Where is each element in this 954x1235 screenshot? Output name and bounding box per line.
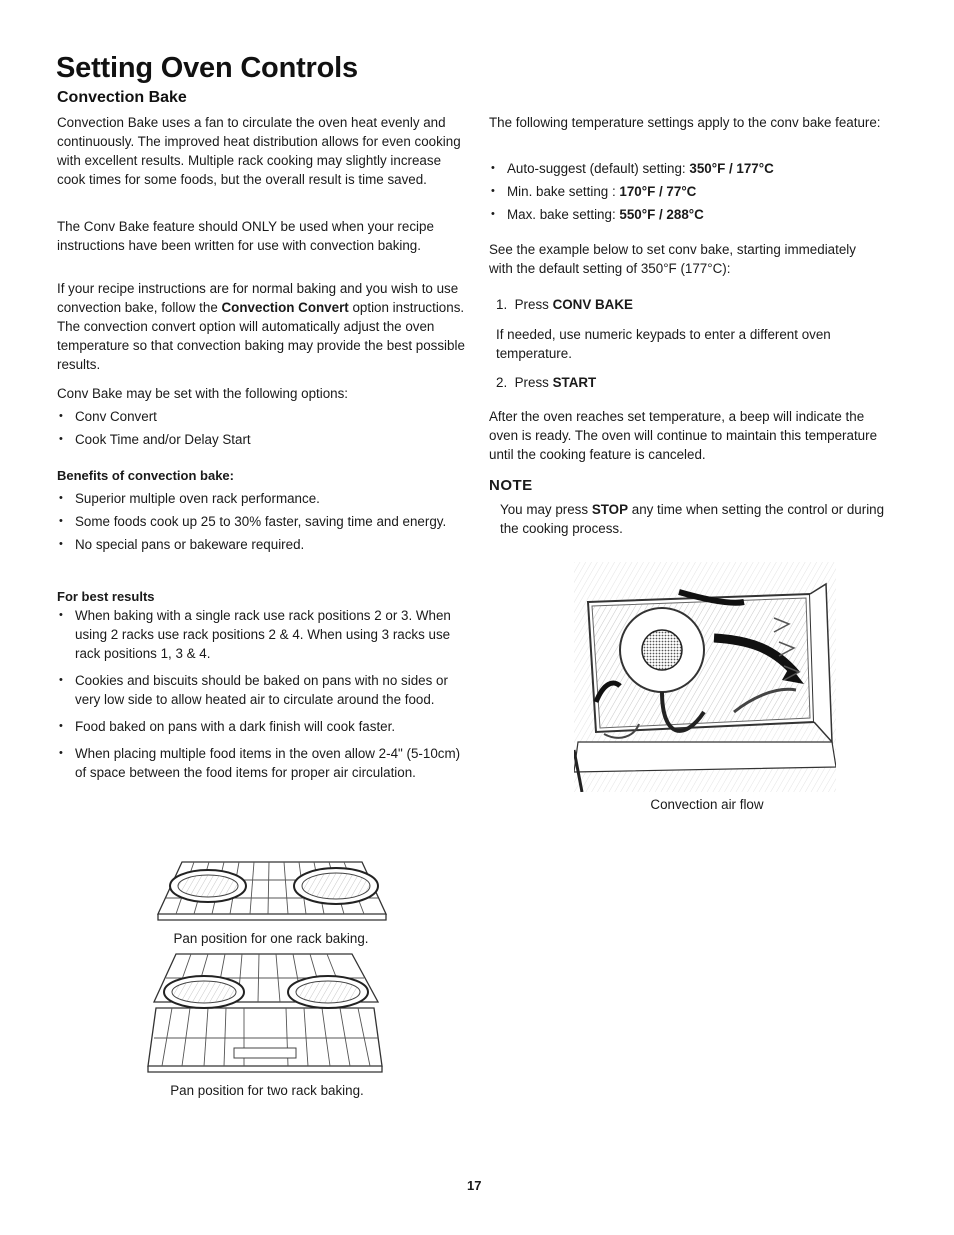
setting-value: 550°F / 288°C xyxy=(619,207,704,222)
best-results-list xyxy=(57,606,472,782)
stop-key: STOP xyxy=(591,502,629,517)
text-run: any time when setting the control or during the cooking process. xyxy=(500,502,885,536)
best-results-heading: For best results xyxy=(57,589,155,604)
setting-min-bake xyxy=(489,182,894,201)
paragraph-text: See the example below to set conv bake, starting immediately with the default setting of 350°F (177°C): xyxy=(489,242,856,276)
convection-convert-paragraph xyxy=(57,279,472,374)
conv-bake-only-paragraph xyxy=(57,217,472,255)
paragraph-text: If needed, use numeric keypads to enter a different oven temperature. xyxy=(496,327,831,361)
list-item: • Cook Time and/or Delay Start xyxy=(57,430,472,449)
paragraph-text: After the oven reaches set temperature, a beep will indicate the oven is ready. The oven will continue to maintain this temperature until the cooking feature is canceled. xyxy=(489,409,878,462)
list-item: • When baking with a single rack use rack positions 2 or 3. When using 2 racks use rack positions 2 & 4. When using 3 racks use rack positions 1, 3 & 4. xyxy=(57,606,472,663)
setting-max-bake xyxy=(489,205,894,224)
convection-convert-term: Convection Convert xyxy=(221,300,349,315)
paragraph-text: The following temperature settings apply to the conv bake feature: xyxy=(489,115,881,130)
step-1 xyxy=(496,295,901,314)
step-number: 1. xyxy=(496,297,508,312)
benefits-heading: Benefits of convection bake: xyxy=(57,468,234,483)
setting-label: Min. bake setting : xyxy=(507,184,620,199)
options-list xyxy=(57,407,472,449)
list-item: • Food baked on pans with a dark finish will cook faster. xyxy=(57,717,472,736)
step-number: 2. xyxy=(496,375,508,390)
list-item: • Superior multiple oven rack performance. xyxy=(57,489,472,508)
paragraph-text: The Conv Bake feature should ONLY be used when your recipe instructions have been written for use with convection baking. xyxy=(57,219,434,253)
setting-label: Auto-suggest (default) setting: xyxy=(507,161,690,176)
step-text: Press xyxy=(514,297,553,312)
step-text: Press xyxy=(514,375,553,390)
settings-list xyxy=(489,159,894,224)
text-run: You may press xyxy=(500,502,592,517)
left-column xyxy=(57,113,472,189)
one-rack-caption: Pan position for one rack baking. xyxy=(173,931,369,946)
settings-intro xyxy=(489,113,894,132)
airflow-caption: Convection air flow xyxy=(650,797,764,812)
options-intro xyxy=(57,384,472,403)
intro-paragraph: Convection Bake uses a fan to circulate the oven heat evenly and continuously. The improved heat distribution allows for even cooking with excellent results. Multiple rack cooking may slightly increase cook times for some foods, but the overall result is time saved. xyxy=(57,115,461,187)
start-key: START xyxy=(552,375,597,390)
setting-label: Max. bake setting: xyxy=(507,207,620,222)
oven-airflow-illustration xyxy=(574,562,836,792)
after-paragraph xyxy=(489,407,894,464)
paragraph-text xyxy=(500,500,894,538)
list-item: • No special pans or bakeware required. xyxy=(57,535,472,554)
example-paragraph xyxy=(489,240,894,278)
benefits-list xyxy=(57,489,472,554)
paragraph-text: Conv Bake may be set with the following options: xyxy=(57,386,349,401)
section-heading: Convection Bake xyxy=(57,89,187,106)
list-item: • Cookies and biscuits should be baked on pans with no sides or very low side to allow heated air to circulate around the food. xyxy=(57,671,472,709)
page-number: 17 xyxy=(467,1178,482,1193)
conv-bake-key: CONV BAKE xyxy=(552,297,633,312)
list-item: • When placing multiple food items in the oven allow 2-4" (5-10cm) of space between the food items for proper air circulation. xyxy=(57,744,472,782)
note-heading: NOTE xyxy=(489,477,533,494)
paragraph-text xyxy=(57,279,472,374)
step-2 xyxy=(496,373,901,392)
step-1-note xyxy=(496,325,894,363)
text-run: If your recipe instructions are for normal baking and you wish to use convection bake, follow the xyxy=(57,281,459,315)
page-title: Setting Oven Controls xyxy=(56,52,358,84)
setting-value: 170°F / 77°C xyxy=(619,184,697,199)
note-paragraph xyxy=(500,500,894,538)
list-item: • Some foods cook up 25 to 30% faster, saving time and energy. xyxy=(57,512,472,531)
setting-value: 350°F / 177°C xyxy=(689,161,774,176)
one-rack-illustration xyxy=(154,858,390,924)
two-rack-illustration xyxy=(146,952,386,1074)
list-item: • Conv Convert xyxy=(57,407,472,426)
text-run: option instructions. The convection convert option will automatically adjust the oven temperature so that convection baking may provide the best possible results. xyxy=(57,300,465,372)
two-rack-caption: Pan position for two rack baking. xyxy=(170,1083,364,1098)
setting-auto-suggest xyxy=(489,159,894,178)
